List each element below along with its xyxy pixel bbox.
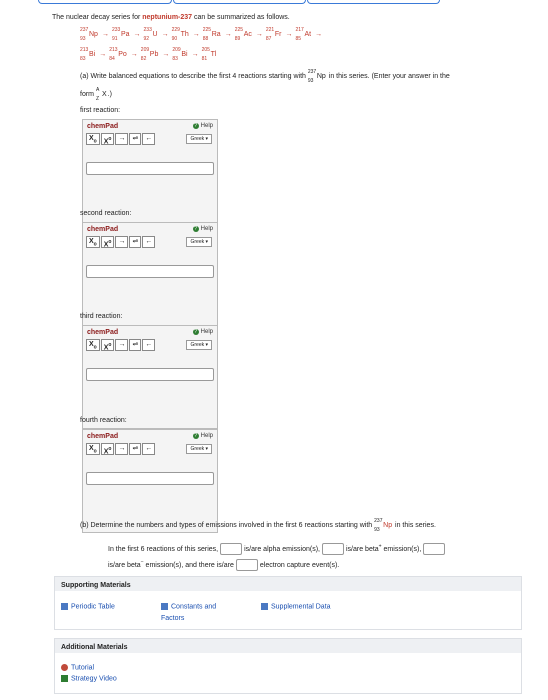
nuclide-symbol: Pb	[149, 51, 159, 58]
chempad-title: chemPad	[87, 226, 119, 233]
nuclide-number: 91	[111, 36, 118, 42]
np-num: 93	[307, 78, 314, 84]
alpha-count-input[interactable]	[220, 543, 242, 555]
superscript-button[interactable]: $X^o$	[101, 339, 115, 351]
strategy-video-link[interactable]	[61, 675, 117, 682]
nuclide-number: 81	[201, 56, 208, 62]
decay-arrow: →	[315, 31, 323, 38]
help-button[interactable]	[193, 226, 213, 232]
nuclide	[140, 47, 159, 62]
second-reaction-label: second reaction:	[80, 210, 132, 217]
line1a: In the first 6 reactions of this series,	[108, 545, 219, 553]
help-icon: ?	[194, 226, 198, 232]
table-icon	[161, 603, 168, 610]
nuclide-number: 88	[202, 36, 209, 42]
nuclide-mass: 213	[109, 47, 118, 53]
form-mass: A	[95, 87, 100, 93]
third-reaction-label: third reaction:	[80, 313, 123, 320]
nuclide	[234, 27, 252, 42]
decay-arrow: →	[192, 31, 200, 38]
chempad-first	[82, 119, 218, 223]
part-b-line-1: In the first 6 reactions of this series, is/are alpha emission(s), is/are beta+ emission(s),	[108, 543, 447, 555]
help-label: Help	[200, 226, 213, 232]
nuclide-mass: 233	[143, 27, 152, 33]
table-icon	[61, 603, 68, 610]
part-a-text: (a) Write balanced equations to describe the first 4 reactions starting with	[80, 73, 308, 80]
top-tab-bar	[38, 0, 520, 4]
nuclide-number: 83	[172, 56, 178, 62]
equilibrium-arrow-button[interactable]: ⇌	[129, 443, 141, 455]
chempad-header	[83, 326, 217, 338]
chempad-header	[83, 120, 217, 132]
part-b-np	[374, 518, 393, 533]
nuclide-mass: 205	[201, 47, 210, 53]
nuclide	[111, 27, 130, 42]
intro-prefix: The nuclear decay series for	[52, 14, 143, 21]
chempad-toolbar	[86, 133, 155, 145]
tab-outline-3[interactable]	[307, 0, 440, 4]
chempad-header	[83, 223, 217, 235]
nuclide	[80, 27, 98, 42]
tutorial-icon	[61, 664, 68, 671]
tab-outline-2[interactable]	[173, 0, 306, 4]
supplemental-link[interactable]	[261, 603, 331, 610]
chempad-fourth	[82, 429, 218, 533]
decay-series-row-2	[80, 47, 217, 62]
first-reaction-label: first reaction:	[80, 107, 121, 114]
line2a: is/are beta	[108, 561, 141, 569]
nuclide-symbol: Np	[89, 31, 98, 38]
reverse-arrow-button[interactable]: ←	[142, 339, 155, 351]
nuclide-number: 85	[295, 36, 302, 42]
additional-body	[55, 653, 521, 693]
subscript-button[interactable]: $X_o$	[86, 443, 100, 455]
nuclide-number: 83	[80, 56, 86, 62]
nuclide	[172, 47, 188, 62]
help-label: Help	[200, 433, 213, 439]
electron-capture-count-input[interactable]	[236, 559, 258, 571]
chempad-toolbar	[86, 339, 155, 351]
decay-arrow: →	[224, 31, 232, 38]
line1c: is/are beta	[345, 545, 379, 553]
intro-text	[52, 14, 290, 21]
help-label: Help	[200, 123, 213, 129]
part-b-line-2: is/are beta− emission(s), and there is/are electron capture event(s).	[108, 559, 339, 571]
line1b: is/are alpha emission(s),	[244, 545, 320, 553]
factors-label[interactable]: Factors	[161, 615, 185, 622]
constants-link[interactable]	[161, 603, 216, 610]
help-button[interactable]	[193, 433, 213, 439]
nuclide-mass: 213	[80, 47, 89, 53]
nuclide-number: 87	[265, 36, 272, 42]
nuclide-symbol: Fr	[274, 31, 282, 38]
greek-dropdown[interactable]: Greek ▾	[186, 340, 212, 350]
chempad-toolbar	[86, 443, 155, 455]
chempad-input[interactable]	[86, 472, 214, 485]
part-b-question	[80, 518, 436, 533]
reverse-arrow-button[interactable]: ←	[142, 443, 155, 455]
nuclide-number: 89	[234, 36, 241, 42]
reaction-arrow-button[interactable]: →	[115, 133, 128, 145]
nuclide-symbol: Tl	[210, 51, 217, 58]
nuclide-mass: 217	[295, 27, 304, 33]
nuclide-symbol: Bi	[181, 51, 188, 58]
nuclide	[202, 27, 221, 42]
chempad-title: chemPad	[87, 123, 119, 130]
decay-arrow: →	[161, 31, 169, 38]
chempad-input[interactable]	[86, 368, 214, 381]
pb-np-sym: Np	[383, 522, 393, 529]
help-label: Help	[200, 329, 213, 335]
nuclide-number: 93	[80, 36, 86, 42]
superscript-button[interactable]: $X^o$	[101, 443, 115, 455]
chempad-input[interactable]	[86, 265, 214, 278]
help-button[interactable]	[193, 123, 213, 129]
reaction-arrow-button[interactable]: →	[115, 339, 128, 351]
nuclide-symbol: At	[304, 31, 312, 38]
superscript-button[interactable]: $X^o$	[101, 236, 115, 248]
nuclide	[109, 47, 127, 62]
nuclide-symbol: U	[152, 31, 158, 38]
decay-arrow: →	[99, 51, 107, 58]
part-a-np	[307, 69, 326, 84]
decay-arrow: →	[255, 31, 263, 38]
nuclide	[265, 27, 282, 42]
pb-np-mass: 237	[374, 518, 383, 524]
decay-arrow: →	[130, 51, 138, 58]
intro-suffix: can be summarized as follows.	[192, 14, 290, 21]
decay-series-row-1	[80, 27, 325, 42]
subscript-button[interactable]: $X_o$	[86, 236, 100, 248]
additional-title: Additional Materials	[61, 644, 128, 651]
decay-arrow: →	[285, 31, 293, 38]
nuclide-symbol: Ra	[211, 31, 221, 38]
reaction-arrow-button[interactable]: →	[115, 443, 128, 455]
nuclide-mass: 229	[171, 27, 180, 33]
supporting-materials	[54, 576, 522, 630]
form-num: Z	[95, 96, 100, 102]
form-sym: X	[101, 91, 107, 98]
line1d: emission(s),	[381, 545, 422, 553]
greek-dropdown[interactable]: Greek ▾	[186, 444, 212, 454]
supporting-title: Supporting Materials	[61, 582, 131, 589]
reverse-arrow-button[interactable]: ←	[142, 236, 155, 248]
nuclide-symbol: Th	[180, 31, 189, 38]
nuclide-symbol: Pa	[120, 31, 130, 38]
form-prefix: form	[80, 91, 96, 98]
periodic-table-label: Periodic Table	[71, 603, 115, 611]
nuclide-mass: 209	[140, 47, 150, 53]
additional-materials	[54, 638, 522, 694]
help-button[interactable]	[193, 329, 213, 335]
nuclide	[171, 27, 189, 42]
chempad-header	[83, 430, 217, 442]
strategy-video-label: Strategy Video	[71, 675, 117, 683]
chempad-toolbar	[86, 236, 155, 248]
nuclide	[143, 27, 158, 42]
reverse-arrow-button[interactable]: ←	[142, 133, 155, 145]
nuclide	[201, 47, 217, 62]
np-mass: 237	[307, 69, 317, 75]
nuclide-symbol: Ac	[243, 31, 252, 38]
decay-arrow: →	[191, 51, 199, 58]
greek-dropdown[interactable]: Greek ▾	[186, 237, 212, 247]
line2c: electron capture event(s).	[259, 561, 340, 569]
supplemental-label: Supplemental Data	[271, 603, 331, 611]
beta-plus-count-input[interactable]	[322, 543, 344, 555]
nuclide-mass: 221	[265, 27, 275, 33]
part-a-question	[80, 69, 520, 84]
constants-label: Constants and	[171, 603, 217, 611]
nuclide-number: 82	[140, 56, 147, 62]
greek-dropdown[interactable]: Greek ▾	[186, 134, 212, 144]
chempad-second	[82, 222, 218, 326]
tab-outline-1[interactable]	[38, 0, 172, 4]
nuclide-symbol: Bi	[89, 51, 96, 58]
supporting-body	[55, 591, 521, 629]
intro-element: neptunium-237	[142, 14, 193, 21]
nuclide-number: 84	[109, 56, 115, 62]
form-nuclide	[95, 87, 107, 102]
chempad-input[interactable]	[86, 162, 214, 175]
equilibrium-arrow-button[interactable]: ⇌	[129, 339, 141, 351]
part-a-form	[80, 87, 112, 102]
help-icon: ?	[194, 329, 198, 335]
form-suffix: .)	[107, 91, 112, 98]
nuclide-mass: 209	[172, 47, 181, 53]
reaction-arrow-button[interactable]: →	[115, 236, 128, 248]
nuclide-mass: 233	[111, 27, 121, 33]
video-icon	[61, 675, 68, 682]
part-b-text: (b) Determine the numbers and types of emissions involved in the first 6 reactions starting with	[80, 522, 375, 529]
tutorial-link[interactable]	[61, 664, 94, 671]
chempad-title: chemPad	[87, 329, 119, 336]
decay-arrow: →	[162, 51, 170, 58]
table-icon	[261, 603, 268, 610]
part-a-suffix: in this series. (Enter your answer in the	[326, 73, 450, 80]
chempad-third	[82, 325, 218, 429]
nuclide-number: 92	[143, 36, 150, 42]
fourth-reaction-label: fourth reaction:	[80, 417, 127, 424]
help-icon: ?	[194, 433, 198, 439]
periodic-table-link[interactable]	[61, 603, 115, 610]
equilibrium-arrow-button[interactable]: ⇌	[129, 236, 141, 248]
superscript-button[interactable]: $X^o$	[101, 133, 115, 145]
help-icon: ?	[194, 123, 198, 129]
subscript-button[interactable]: $X_o$	[86, 339, 100, 351]
decay-arrow: →	[133, 31, 141, 38]
nuclide-mass: 225	[202, 27, 212, 33]
tutorial-label: Tutorial	[71, 664, 95, 672]
subscript-button[interactable]: $X_o$	[86, 133, 100, 145]
equilibrium-arrow-button[interactable]: ⇌	[129, 133, 141, 145]
beta-minus-count-input[interactable]	[423, 543, 445, 555]
part-b-suffix: in this series.	[393, 522, 436, 529]
line2b: emission(s), and there is/are	[143, 561, 234, 569]
nuclide	[295, 27, 312, 42]
chempad-title: chemPad	[87, 433, 119, 440]
np-sym: Np	[316, 73, 326, 80]
nuclide-mass: 237	[80, 27, 89, 33]
nuclide-number: 90	[171, 36, 178, 42]
pb-np-num: 93	[374, 527, 380, 533]
nuclide	[80, 47, 96, 62]
nuclide-mass: 225	[234, 27, 244, 33]
nuclide-symbol: Po	[118, 51, 127, 58]
decay-arrow: →	[101, 31, 109, 38]
